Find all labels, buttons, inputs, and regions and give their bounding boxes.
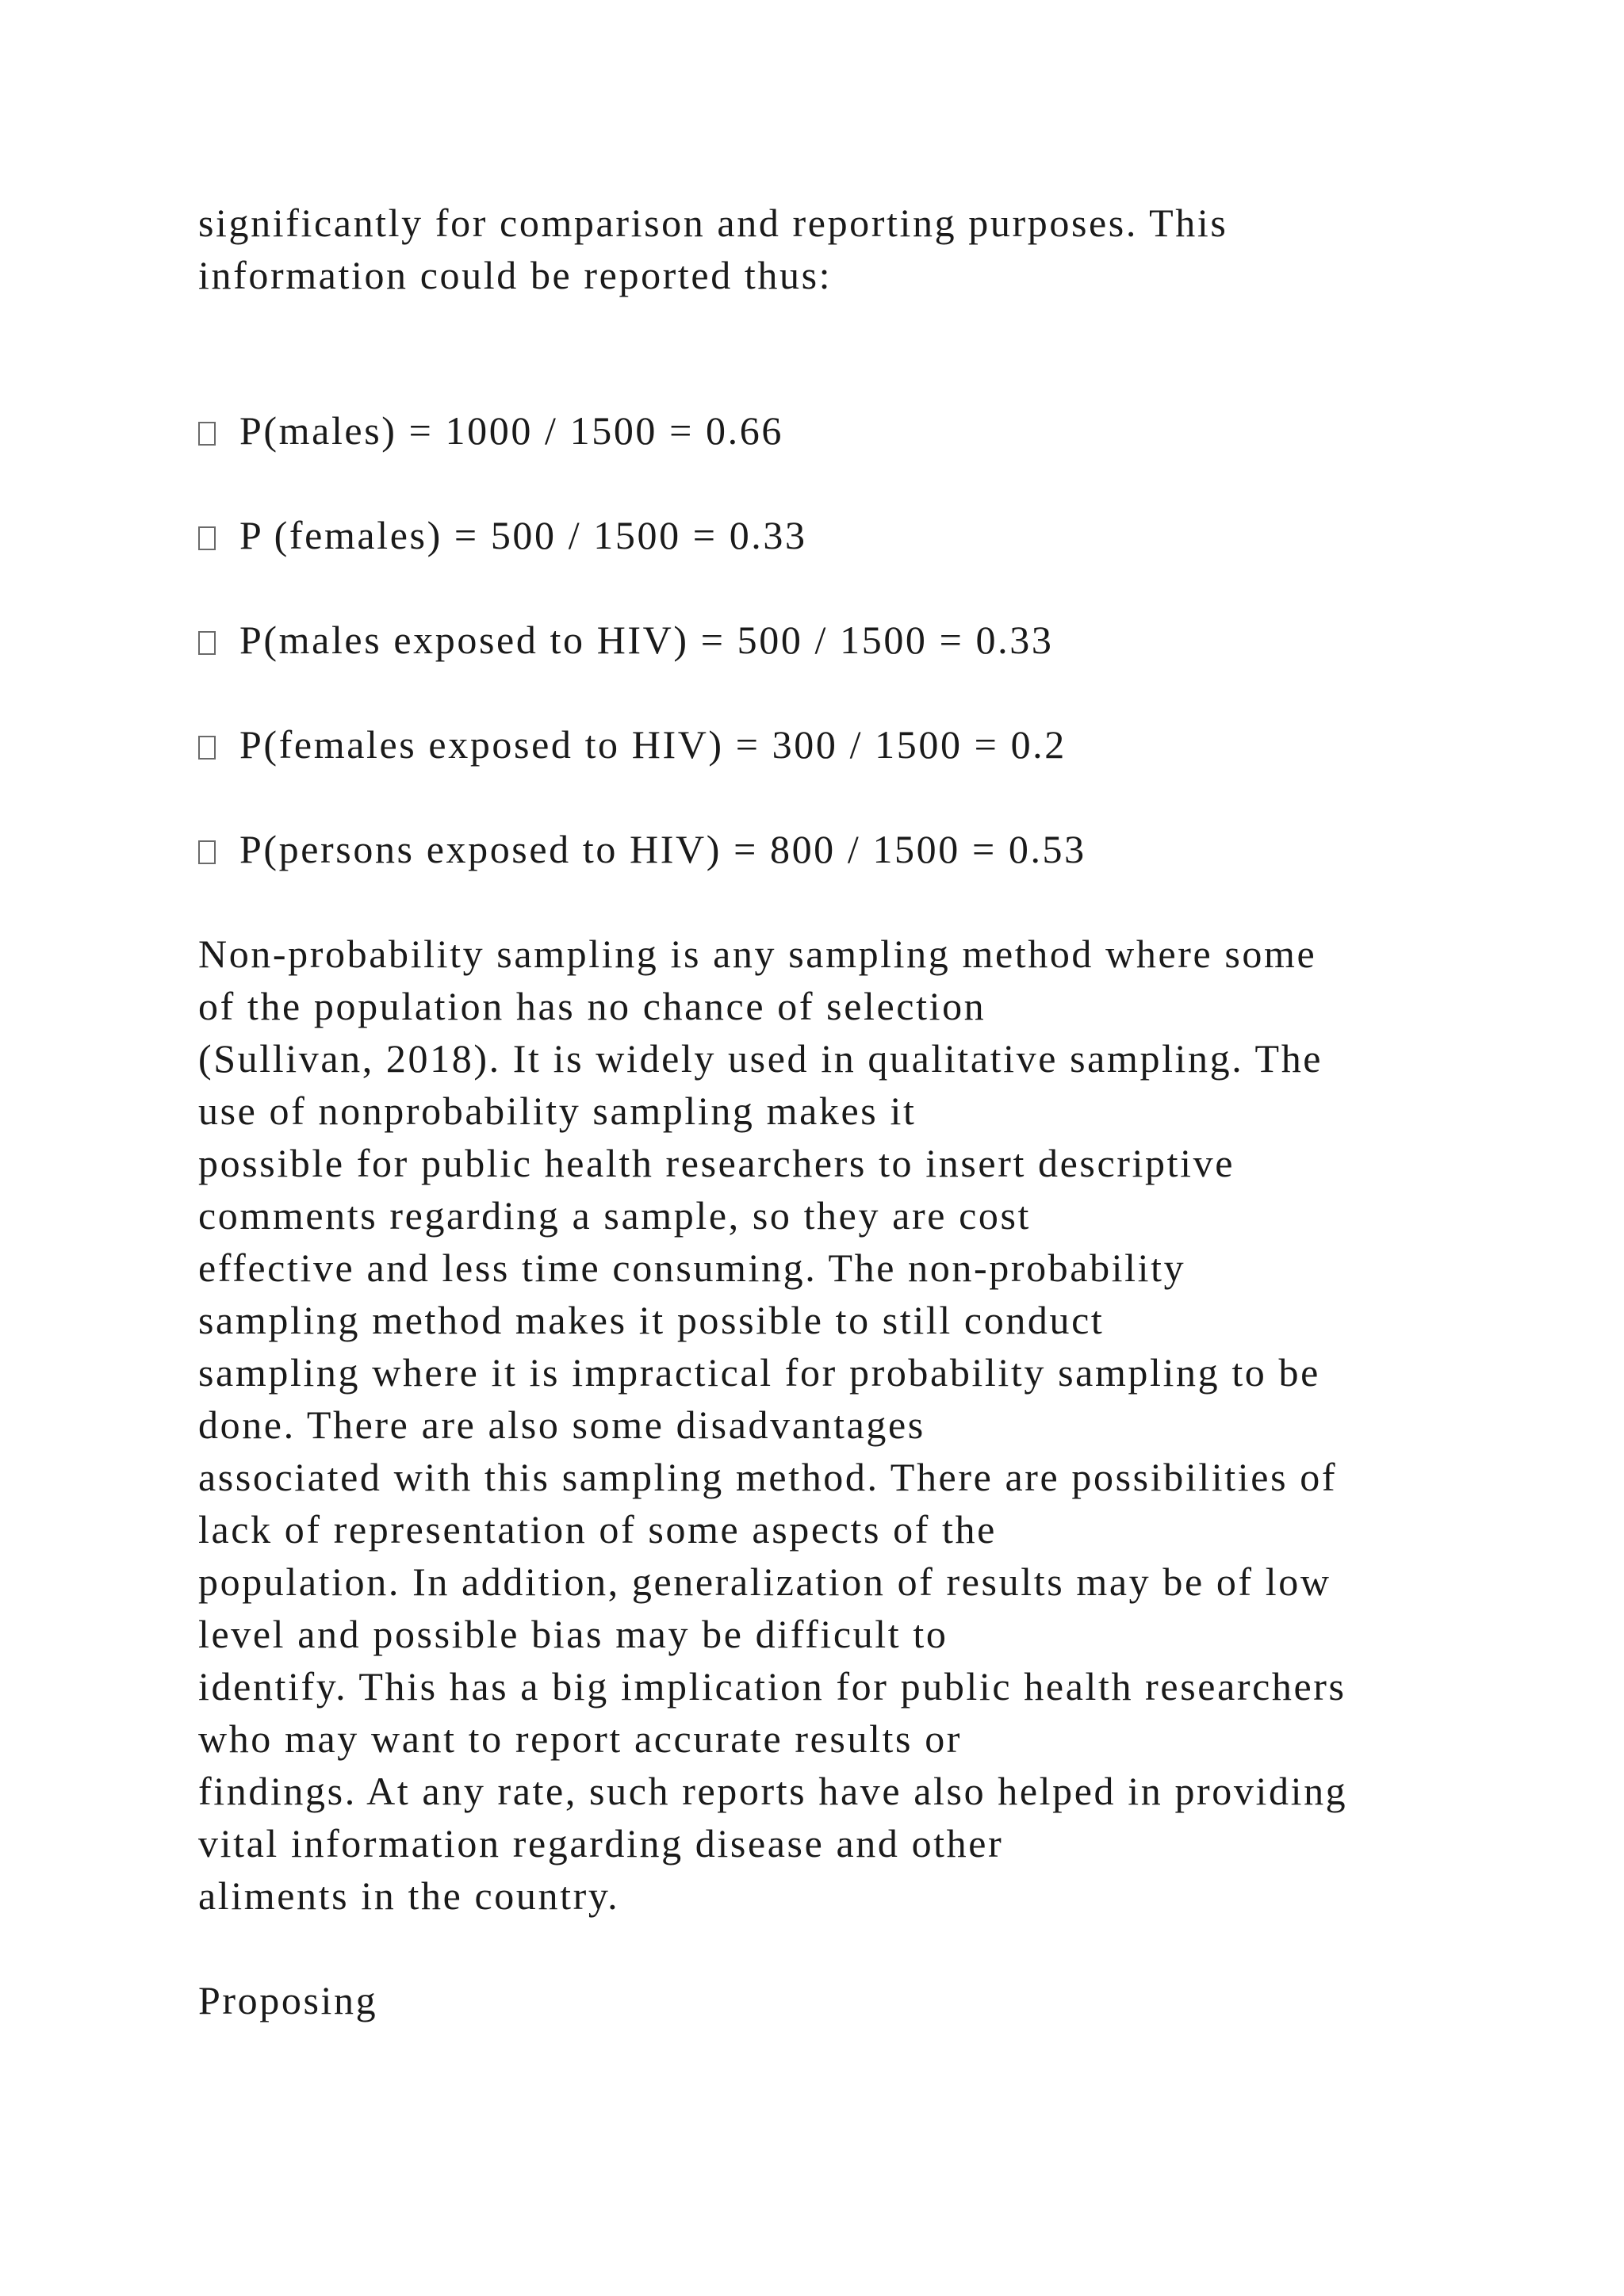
paragraph-line: identify. This has a big implication for public health researchers bbox=[198, 1664, 1346, 1709]
section-heading: Proposing bbox=[198, 1978, 378, 2022]
paragraph-line: vital information regarding disease and other bbox=[198, 1821, 1004, 1866]
probability-item bbox=[198, 509, 807, 561]
paragraph-line: of the population has no chance of selection bbox=[198, 984, 986, 1028]
bullet-box-icon bbox=[198, 840, 216, 864]
probability-item bbox=[198, 614, 1053, 666]
bullet-box-icon bbox=[198, 422, 216, 446]
probability-text: P (females) = 500 / 1500 = 0.33 bbox=[239, 513, 807, 557]
paragraph-line: lack of representation of some aspects of the bbox=[198, 1507, 997, 1552]
paragraph-line: Non-probability sampling is any sampling method where some bbox=[198, 932, 1317, 976]
probability-text: P(males) = 1000 / 1500 = 0.66 bbox=[239, 408, 783, 453]
probability-item bbox=[198, 823, 1086, 875]
paragraph-line: who may want to report accurate results or bbox=[198, 1716, 963, 1761]
paragraph-line: use of nonprobability sampling makes it bbox=[198, 1089, 917, 1133]
probability-item bbox=[198, 404, 783, 457]
paragraph-line: done. There are also some disadvantages bbox=[198, 1402, 925, 1447]
paragraph-line: sampling where it is impractical for probability sampling to be bbox=[198, 1350, 1320, 1395]
intro-line-1: significantly for comparison and reporting purposes. This bbox=[198, 201, 1228, 245]
probability-text: P(females exposed to HIV) = 300 / 1500 = 0.2 bbox=[239, 722, 1067, 767]
probability-item bbox=[198, 718, 1067, 771]
bullet-box-icon bbox=[198, 631, 216, 655]
paragraph-line: sampling method makes it possible to still conduct bbox=[198, 1298, 1105, 1342]
paragraph-line: (Sullivan, 2018). It is widely used in qualitative sampling. The bbox=[198, 1036, 1323, 1081]
paragraph-line: possible for public health researchers to insert descriptive bbox=[198, 1141, 1235, 1185]
paragraph-line: findings. At any rate, such reports have also helped in providing bbox=[198, 1769, 1348, 1813]
probability-text: P(persons exposed to HIV) = 800 / 1500 = 0.53 bbox=[239, 827, 1086, 871]
paragraph-line: aliments in the country. bbox=[198, 1873, 620, 1918]
intro-line-2: information could be reported thus: bbox=[198, 253, 833, 297]
paragraph-line: associated with this sampling method. There are possibilities of bbox=[198, 1455, 1338, 1499]
paragraph-line: population. In addition, generalization of results may be of low bbox=[198, 1559, 1331, 1604]
probability-text: P(males exposed to HIV) = 500 / 1500 = 0.33 bbox=[239, 618, 1054, 662]
paragraph-line: level and possible bias may be difficult to bbox=[198, 1612, 948, 1656]
paragraph-line: effective and less time consuming. The non-probability bbox=[198, 1246, 1186, 1290]
bullet-box-icon bbox=[198, 736, 216, 760]
paragraph-line: comments regarding a sample, so they are cost bbox=[198, 1193, 1032, 1238]
bullet-box-icon bbox=[198, 526, 216, 550]
